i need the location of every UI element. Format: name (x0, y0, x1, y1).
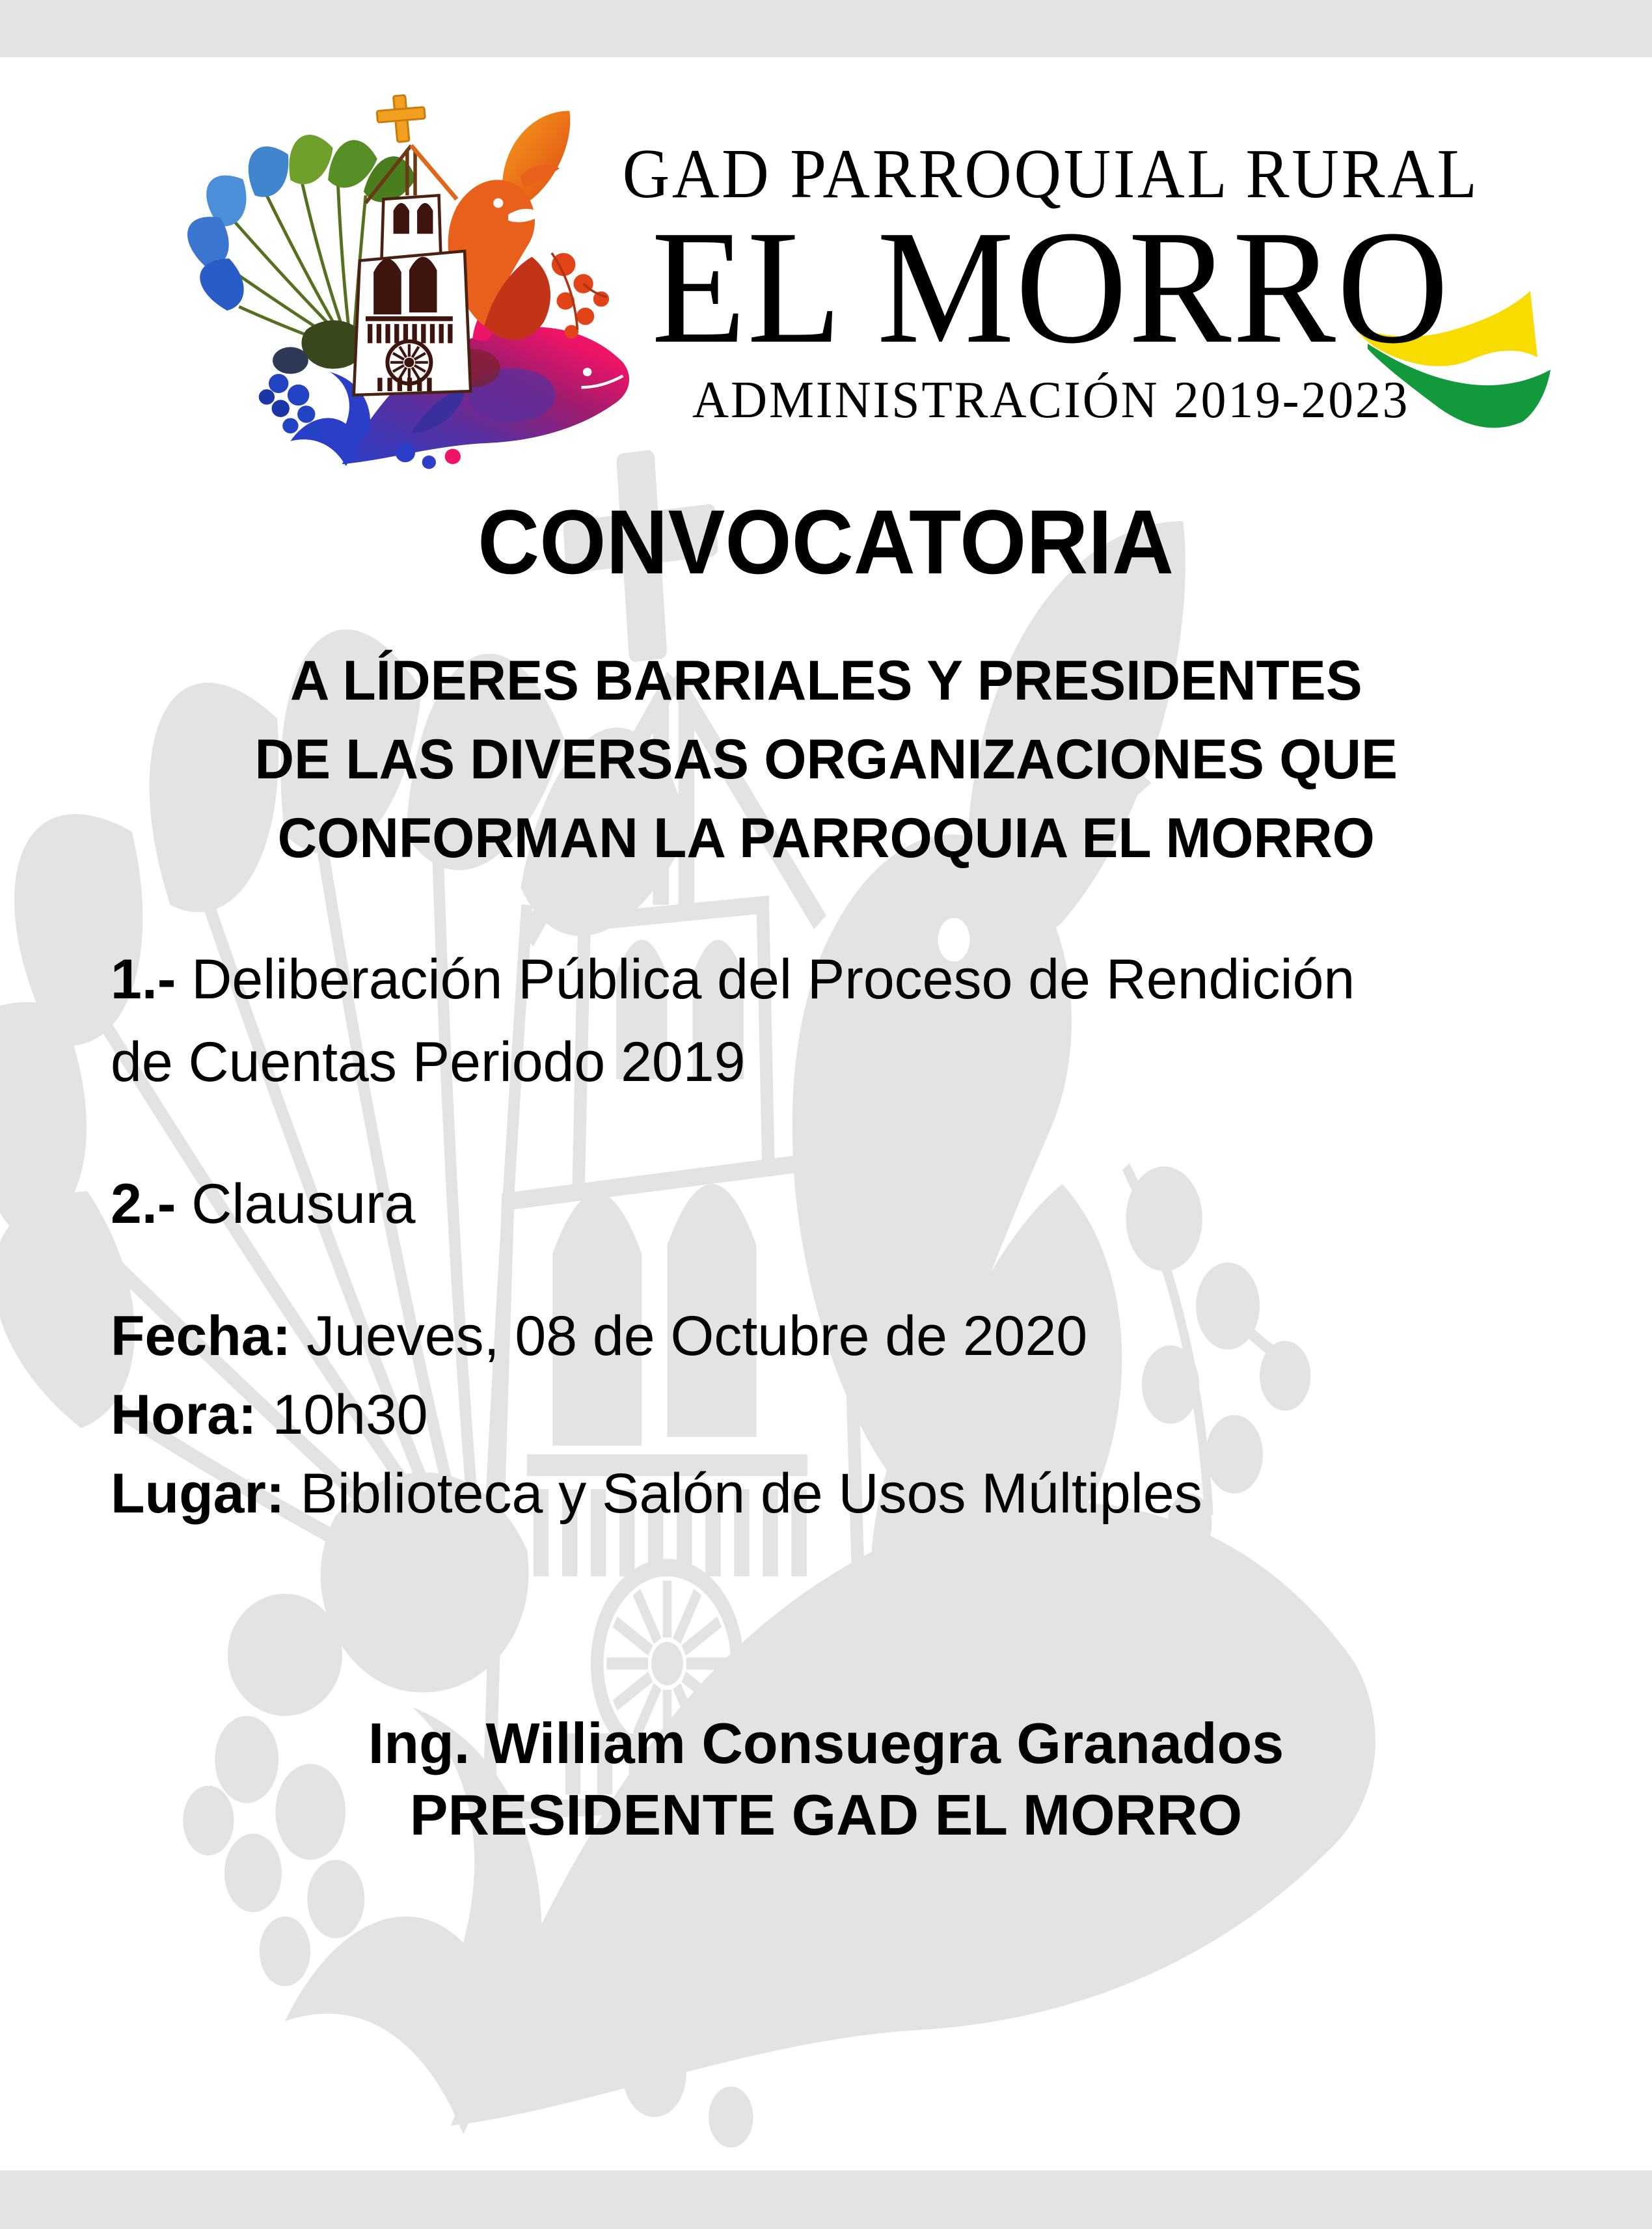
agenda-item-2 (111, 1163, 415, 1246)
signer-name: Ing. William Consuegra Granados (368, 1711, 1284, 1775)
detail-row-lugar (111, 1455, 1202, 1533)
agenda-item-1 (111, 938, 1355, 1104)
subtitle-line: DE LAS DIVERSAS ORGANIZACIONES QUE (254, 728, 1398, 791)
top-border (0, 0, 1652, 57)
signer-role: PRESIDENTE GAD EL MORRO (409, 1783, 1243, 1847)
administration-text: ADMINISTRACIÓN 2019-2023 (692, 372, 1410, 429)
subtitle-line: A LÍDERES BARRIALES Y PRESIDENTES (290, 650, 1362, 712)
agenda-item-text: de Cuentas Periodo 2019 (111, 1031, 746, 1093)
detail-value: Jueves, 08 de Octubre de 2020 (306, 1305, 1088, 1367)
org-name-text: EL MORRO (651, 197, 1450, 377)
agenda-item-number: 2.- (111, 1173, 176, 1235)
agenda-item-text: Deliberación Pública del Proceso de Rendición (191, 948, 1355, 1011)
document-subtitle (0, 642, 1652, 878)
event-details (111, 1297, 1202, 1533)
document-title: CONVOCATORIA (478, 491, 1174, 593)
agenda-item-text: Clausura (191, 1173, 416, 1235)
detail-row-fecha (111, 1297, 1202, 1376)
detail-value: Biblioteca y Salón de Usos Múltiples (300, 1462, 1202, 1525)
detail-label: Hora: (111, 1384, 257, 1446)
subtitle-line: CONFORMAN LA PARROQUIA EL MORRO (277, 807, 1375, 869)
detail-value: 10h30 (272, 1384, 428, 1446)
detail-label: Fecha: (111, 1305, 291, 1367)
signature-block (0, 1708, 1652, 1851)
org-type-text: GAD PARROQUIAL RURAL (622, 135, 1480, 213)
administration-heading (449, 371, 1652, 430)
bottom-border (0, 2170, 1652, 2229)
detail-label: Lugar: (111, 1462, 285, 1525)
agenda-item-number: 1.- (111, 948, 176, 1011)
detail-row-hora (111, 1376, 1202, 1455)
org-name-heading (449, 194, 1652, 381)
